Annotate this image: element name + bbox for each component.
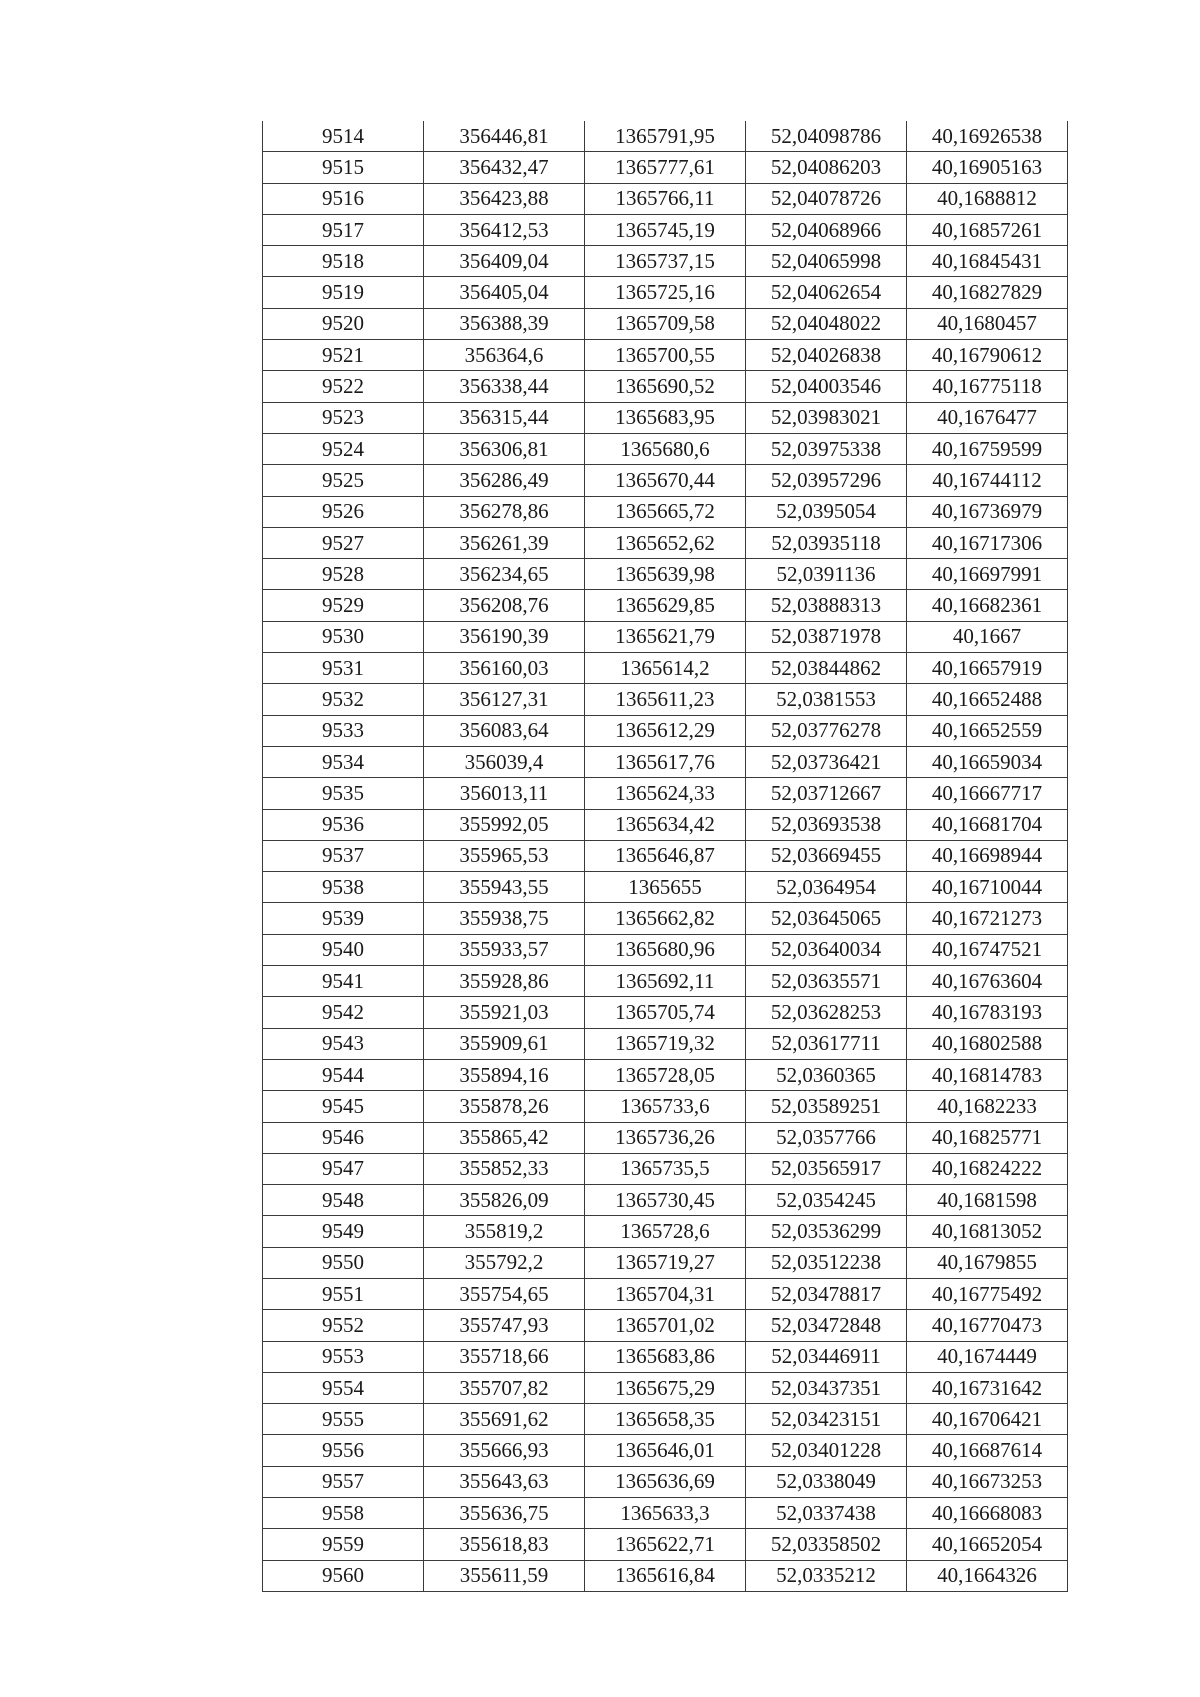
x-coordinate-cell: 355747,93 <box>424 1310 585 1341</box>
table-row <box>263 1372 1068 1403</box>
latitude-cell: 52,04065998 <box>746 246 907 277</box>
longitude-cell: 40,16681704 <box>907 809 1068 840</box>
point-number-cell: 9558 <box>263 1498 424 1529</box>
x-coordinate-cell: 356039,4 <box>424 746 585 777</box>
longitude-cell: 40,16824222 <box>907 1153 1068 1184</box>
longitude-cell: 40,16825771 <box>907 1122 1068 1153</box>
table-row <box>263 1278 1068 1309</box>
latitude-cell: 52,03983021 <box>746 402 907 433</box>
x-coordinate-cell: 355718,66 <box>424 1341 585 1372</box>
x-coordinate-cell: 355636,75 <box>424 1498 585 1529</box>
longitude-cell: 40,16682361 <box>907 590 1068 621</box>
latitude-cell: 52,04078726 <box>746 183 907 214</box>
longitude-cell: 40,16783193 <box>907 997 1068 1028</box>
y-coordinate-cell: 1365675,29 <box>585 1372 746 1403</box>
latitude-cell: 52,03512238 <box>746 1247 907 1278</box>
point-number-cell: 9549 <box>263 1216 424 1247</box>
x-coordinate-cell: 356338,44 <box>424 371 585 402</box>
table-row <box>263 152 1068 183</box>
point-number-cell: 9554 <box>263 1372 424 1403</box>
x-coordinate-cell: 355943,55 <box>424 872 585 903</box>
y-coordinate-cell: 1365735,5 <box>585 1153 746 1184</box>
longitude-cell: 40,16763604 <box>907 966 1068 997</box>
point-number-cell: 9547 <box>263 1153 424 1184</box>
y-coordinate-cell: 1365690,52 <box>585 371 746 402</box>
longitude-cell: 40,16775492 <box>907 1278 1068 1309</box>
table-row <box>263 590 1068 621</box>
table-row <box>263 402 1068 433</box>
point-number-cell: 9552 <box>263 1310 424 1341</box>
longitude-cell: 40,16857261 <box>907 214 1068 245</box>
latitude-cell: 52,04098786 <box>746 121 907 152</box>
y-coordinate-cell: 1365791,95 <box>585 121 746 152</box>
x-coordinate-cell: 355618,83 <box>424 1529 585 1560</box>
latitude-cell: 52,0391136 <box>746 559 907 590</box>
latitude-cell: 52,03935118 <box>746 527 907 558</box>
latitude-cell: 52,03589251 <box>746 1091 907 1122</box>
longitude-cell: 40,16736979 <box>907 496 1068 527</box>
longitude-cell: 40,1682233 <box>907 1091 1068 1122</box>
latitude-cell: 52,03844862 <box>746 653 907 684</box>
table-row <box>263 1435 1068 1466</box>
longitude-cell: 40,16775118 <box>907 371 1068 402</box>
longitude-cell: 40,16814783 <box>907 1059 1068 1090</box>
longitude-cell: 40,16802588 <box>907 1028 1068 1059</box>
latitude-cell: 52,04026838 <box>746 340 907 371</box>
point-number-cell: 9546 <box>263 1122 424 1153</box>
table-row <box>263 1498 1068 1529</box>
x-coordinate-cell: 355992,05 <box>424 809 585 840</box>
point-number-cell: 9536 <box>263 809 424 840</box>
x-coordinate-cell: 356083,64 <box>424 715 585 746</box>
latitude-cell: 52,03565917 <box>746 1153 907 1184</box>
longitude-cell: 40,16827829 <box>907 277 1068 308</box>
x-coordinate-cell: 356306,81 <box>424 433 585 464</box>
latitude-cell: 52,03645065 <box>746 903 907 934</box>
longitude-cell: 40,16706421 <box>907 1404 1068 1435</box>
point-number-cell: 9529 <box>263 590 424 621</box>
point-number-cell: 9556 <box>263 1435 424 1466</box>
table-row <box>263 1341 1068 1372</box>
y-coordinate-cell: 1365646,01 <box>585 1435 746 1466</box>
y-coordinate-cell: 1365624,33 <box>585 778 746 809</box>
latitude-cell: 52,03446911 <box>746 1341 907 1372</box>
latitude-cell: 52,0381553 <box>746 684 907 715</box>
latitude-cell: 52,03776278 <box>746 715 907 746</box>
table-row <box>263 746 1068 777</box>
table-row <box>263 1216 1068 1247</box>
latitude-cell: 52,04003546 <box>746 371 907 402</box>
y-coordinate-cell: 1365692,11 <box>585 966 746 997</box>
latitude-cell: 52,03437351 <box>746 1372 907 1403</box>
point-number-cell: 9521 <box>263 340 424 371</box>
longitude-cell: 40,16710044 <box>907 872 1068 903</box>
y-coordinate-cell: 1365622,71 <box>585 1529 746 1560</box>
latitude-cell: 52,03669455 <box>746 840 907 871</box>
table-row <box>263 1153 1068 1184</box>
y-coordinate-cell: 1365719,32 <box>585 1028 746 1059</box>
x-coordinate-cell: 355938,75 <box>424 903 585 934</box>
latitude-cell: 52,03957296 <box>746 465 907 496</box>
x-coordinate-cell: 355894,16 <box>424 1059 585 1090</box>
point-number-cell: 9533 <box>263 715 424 746</box>
y-coordinate-cell: 1365728,05 <box>585 1059 746 1090</box>
latitude-cell: 52,0335212 <box>746 1560 907 1591</box>
longitude-cell: 40,16731642 <box>907 1372 1068 1403</box>
latitude-cell: 52,03628253 <box>746 997 907 1028</box>
point-number-cell: 9538 <box>263 872 424 903</box>
latitude-cell: 52,04068966 <box>746 214 907 245</box>
y-coordinate-cell: 1365616,84 <box>585 1560 746 1591</box>
coordinates-table <box>262 121 1068 1592</box>
latitude-cell: 52,03401228 <box>746 1435 907 1466</box>
y-coordinate-cell: 1365725,16 <box>585 277 746 308</box>
table-row <box>263 684 1068 715</box>
table-row <box>263 966 1068 997</box>
table-row <box>263 840 1068 871</box>
longitude-cell: 40,16721273 <box>907 903 1068 934</box>
x-coordinate-cell: 355921,03 <box>424 997 585 1028</box>
x-coordinate-cell: 355666,93 <box>424 1435 585 1466</box>
point-number-cell: 9541 <box>263 966 424 997</box>
latitude-cell: 52,0337438 <box>746 1498 907 1529</box>
y-coordinate-cell: 1365719,27 <box>585 1247 746 1278</box>
longitude-cell: 40,1674449 <box>907 1341 1068 1372</box>
point-number-cell: 9550 <box>263 1247 424 1278</box>
latitude-cell: 52,03736421 <box>746 746 907 777</box>
longitude-cell: 40,16747521 <box>907 934 1068 965</box>
x-coordinate-cell: 356409,04 <box>424 246 585 277</box>
latitude-cell: 52,03693538 <box>746 809 907 840</box>
x-coordinate-cell: 355691,62 <box>424 1404 585 1435</box>
table-row <box>263 1091 1068 1122</box>
y-coordinate-cell: 1365701,02 <box>585 1310 746 1341</box>
x-coordinate-cell: 356388,39 <box>424 308 585 339</box>
longitude-cell: 40,16687614 <box>907 1435 1068 1466</box>
x-coordinate-cell: 355909,61 <box>424 1028 585 1059</box>
table-row <box>263 715 1068 746</box>
x-coordinate-cell: 356446,81 <box>424 121 585 152</box>
x-coordinate-cell: 356423,88 <box>424 183 585 214</box>
x-coordinate-cell: 355933,57 <box>424 934 585 965</box>
y-coordinate-cell: 1365730,45 <box>585 1185 746 1216</box>
y-coordinate-cell: 1365636,69 <box>585 1466 746 1497</box>
longitude-cell: 40,16905163 <box>907 152 1068 183</box>
x-coordinate-cell: 356278,86 <box>424 496 585 527</box>
point-number-cell: 9523 <box>263 402 424 433</box>
point-number-cell: 9531 <box>263 653 424 684</box>
latitude-cell: 52,0357766 <box>746 1122 907 1153</box>
longitude-cell: 40,1679855 <box>907 1247 1068 1278</box>
point-number-cell: 9516 <box>263 183 424 214</box>
table-row <box>263 872 1068 903</box>
x-coordinate-cell: 355819,2 <box>424 1216 585 1247</box>
table-row <box>263 778 1068 809</box>
y-coordinate-cell: 1365736,26 <box>585 1122 746 1153</box>
point-number-cell: 9559 <box>263 1529 424 1560</box>
point-number-cell: 9520 <box>263 308 424 339</box>
x-coordinate-cell: 356127,31 <box>424 684 585 715</box>
point-number-cell: 9518 <box>263 246 424 277</box>
longitude-cell: 40,16697991 <box>907 559 1068 590</box>
point-number-cell: 9535 <box>263 778 424 809</box>
table-row <box>263 183 1068 214</box>
point-number-cell: 9528 <box>263 559 424 590</box>
longitude-cell: 40,16845431 <box>907 246 1068 277</box>
point-number-cell: 9542 <box>263 997 424 1028</box>
y-coordinate-cell: 1365655 <box>585 872 746 903</box>
y-coordinate-cell: 1365665,72 <box>585 496 746 527</box>
longitude-cell: 40,1667 <box>907 621 1068 652</box>
y-coordinate-cell: 1365617,76 <box>585 746 746 777</box>
x-coordinate-cell: 355707,82 <box>424 1372 585 1403</box>
y-coordinate-cell: 1365621,79 <box>585 621 746 652</box>
table-row <box>263 1059 1068 1090</box>
point-number-cell: 9522 <box>263 371 424 402</box>
table-row <box>263 1028 1068 1059</box>
x-coordinate-cell: 356190,39 <box>424 621 585 652</box>
point-number-cell: 9545 <box>263 1091 424 1122</box>
table-row <box>263 1404 1068 1435</box>
y-coordinate-cell: 1365777,61 <box>585 152 746 183</box>
table-row <box>263 1310 1068 1341</box>
x-coordinate-cell: 356364,6 <box>424 340 585 371</box>
y-coordinate-cell: 1365683,86 <box>585 1341 746 1372</box>
longitude-cell: 40,16790612 <box>907 340 1068 371</box>
x-coordinate-cell: 356160,03 <box>424 653 585 684</box>
longitude-cell: 40,16673253 <box>907 1466 1068 1497</box>
latitude-cell: 52,03871978 <box>746 621 907 652</box>
y-coordinate-cell: 1365633,3 <box>585 1498 746 1529</box>
table-row <box>263 121 1068 152</box>
table-row <box>263 246 1068 277</box>
y-coordinate-cell: 1365704,31 <box>585 1278 746 1309</box>
latitude-cell: 52,03358502 <box>746 1529 907 1560</box>
x-coordinate-cell: 355611,59 <box>424 1560 585 1591</box>
y-coordinate-cell: 1365612,29 <box>585 715 746 746</box>
point-number-cell: 9551 <box>263 1278 424 1309</box>
latitude-cell: 52,0364954 <box>746 872 907 903</box>
y-coordinate-cell: 1365639,98 <box>585 559 746 590</box>
point-number-cell: 9548 <box>263 1185 424 1216</box>
longitude-cell: 40,1680457 <box>907 308 1068 339</box>
latitude-cell: 52,03478817 <box>746 1278 907 1309</box>
longitude-cell: 40,16717306 <box>907 527 1068 558</box>
latitude-cell: 52,03536299 <box>746 1216 907 1247</box>
point-number-cell: 9544 <box>263 1059 424 1090</box>
y-coordinate-cell: 1365680,6 <box>585 433 746 464</box>
latitude-cell: 52,03888313 <box>746 590 907 621</box>
x-coordinate-cell: 355878,26 <box>424 1091 585 1122</box>
longitude-cell: 40,16813052 <box>907 1216 1068 1247</box>
table-row <box>263 340 1068 371</box>
table-row <box>263 527 1068 558</box>
y-coordinate-cell: 1365705,74 <box>585 997 746 1028</box>
latitude-cell: 52,03975338 <box>746 433 907 464</box>
y-coordinate-cell: 1365614,2 <box>585 653 746 684</box>
longitude-cell: 40,16652488 <box>907 684 1068 715</box>
longitude-cell: 40,16652559 <box>907 715 1068 746</box>
table-row <box>263 371 1068 402</box>
longitude-cell: 40,16698944 <box>907 840 1068 871</box>
longitude-cell: 40,1681598 <box>907 1185 1068 1216</box>
point-number-cell: 9539 <box>263 903 424 934</box>
x-coordinate-cell: 356234,65 <box>424 559 585 590</box>
y-coordinate-cell: 1365634,42 <box>585 809 746 840</box>
point-number-cell: 9555 <box>263 1404 424 1435</box>
table-row <box>263 1529 1068 1560</box>
longitude-cell: 40,1676477 <box>907 402 1068 433</box>
x-coordinate-cell: 355965,53 <box>424 840 585 871</box>
longitude-cell: 40,16744112 <box>907 465 1068 496</box>
table-row <box>263 997 1068 1028</box>
latitude-cell: 52,0354245 <box>746 1185 907 1216</box>
latitude-cell: 52,03472848 <box>746 1310 907 1341</box>
y-coordinate-cell: 1365646,87 <box>585 840 746 871</box>
x-coordinate-cell: 356432,47 <box>424 152 585 183</box>
latitude-cell: 52,03635571 <box>746 966 907 997</box>
x-coordinate-cell: 355852,33 <box>424 1153 585 1184</box>
y-coordinate-cell: 1365683,95 <box>585 402 746 433</box>
table-row <box>263 1560 1068 1591</box>
point-number-cell: 9553 <box>263 1341 424 1372</box>
point-number-cell: 9527 <box>263 527 424 558</box>
table-row <box>263 433 1068 464</box>
latitude-cell: 52,03712667 <box>746 778 907 809</box>
longitude-cell: 40,16667717 <box>907 778 1068 809</box>
table-row <box>263 1185 1068 1216</box>
latitude-cell: 52,04086203 <box>746 152 907 183</box>
latitude-cell: 52,04062654 <box>746 277 907 308</box>
latitude-cell: 52,03617711 <box>746 1028 907 1059</box>
point-number-cell: 9526 <box>263 496 424 527</box>
point-number-cell: 9525 <box>263 465 424 496</box>
x-coordinate-cell: 356405,04 <box>424 277 585 308</box>
longitude-cell: 40,1688812 <box>907 183 1068 214</box>
y-coordinate-cell: 1365658,35 <box>585 1404 746 1435</box>
longitude-cell: 40,16770473 <box>907 1310 1068 1341</box>
latitude-cell: 52,0395054 <box>746 496 907 527</box>
y-coordinate-cell: 1365680,96 <box>585 934 746 965</box>
table-row <box>263 903 1068 934</box>
table-row <box>263 496 1068 527</box>
table-row <box>263 1466 1068 1497</box>
y-coordinate-cell: 1365733,6 <box>585 1091 746 1122</box>
x-coordinate-cell: 355826,09 <box>424 1185 585 1216</box>
x-coordinate-cell: 356286,49 <box>424 465 585 496</box>
point-number-cell: 9514 <box>263 121 424 152</box>
latitude-cell: 52,04048022 <box>746 308 907 339</box>
latitude-cell: 52,0338049 <box>746 1466 907 1497</box>
longitude-cell: 40,16657919 <box>907 653 1068 684</box>
point-number-cell: 9524 <box>263 433 424 464</box>
y-coordinate-cell: 1365745,19 <box>585 214 746 245</box>
point-number-cell: 9517 <box>263 214 424 245</box>
latitude-cell: 52,03640034 <box>746 934 907 965</box>
point-number-cell: 9557 <box>263 1466 424 1497</box>
table-row <box>263 559 1068 590</box>
y-coordinate-cell: 1365670,44 <box>585 465 746 496</box>
x-coordinate-cell: 356412,53 <box>424 214 585 245</box>
y-coordinate-cell: 1365728,6 <box>585 1216 746 1247</box>
x-coordinate-cell: 356208,76 <box>424 590 585 621</box>
table-row <box>263 308 1068 339</box>
longitude-cell: 40,16652054 <box>907 1529 1068 1560</box>
table-row <box>263 465 1068 496</box>
y-coordinate-cell: 1365662,82 <box>585 903 746 934</box>
point-number-cell: 9534 <box>263 746 424 777</box>
longitude-cell: 40,16759599 <box>907 433 1068 464</box>
table-row <box>263 621 1068 652</box>
x-coordinate-cell: 355928,86 <box>424 966 585 997</box>
coordinates-table-body <box>263 121 1068 1591</box>
table-row <box>263 1247 1068 1278</box>
longitude-cell: 40,16659034 <box>907 746 1068 777</box>
point-number-cell: 9519 <box>263 277 424 308</box>
table-row <box>263 214 1068 245</box>
point-number-cell: 9543 <box>263 1028 424 1059</box>
table-row <box>263 653 1068 684</box>
x-coordinate-cell: 355792,2 <box>424 1247 585 1278</box>
point-number-cell: 9560 <box>263 1560 424 1591</box>
table-row <box>263 277 1068 308</box>
x-coordinate-cell: 355865,42 <box>424 1122 585 1153</box>
table-row <box>263 809 1068 840</box>
x-coordinate-cell: 355643,63 <box>424 1466 585 1497</box>
point-number-cell: 9532 <box>263 684 424 715</box>
y-coordinate-cell: 1365629,85 <box>585 590 746 621</box>
table-row <box>263 934 1068 965</box>
table-row <box>263 1122 1068 1153</box>
y-coordinate-cell: 1365700,55 <box>585 340 746 371</box>
latitude-cell: 52,03423151 <box>746 1404 907 1435</box>
x-coordinate-cell: 356013,11 <box>424 778 585 809</box>
longitude-cell: 40,16926538 <box>907 121 1068 152</box>
x-coordinate-cell: 356315,44 <box>424 402 585 433</box>
point-number-cell: 9537 <box>263 840 424 871</box>
y-coordinate-cell: 1365766,11 <box>585 183 746 214</box>
y-coordinate-cell: 1365652,62 <box>585 527 746 558</box>
longitude-cell: 40,16668083 <box>907 1498 1068 1529</box>
longitude-cell: 40,1664326 <box>907 1560 1068 1591</box>
point-number-cell: 9530 <box>263 621 424 652</box>
y-coordinate-cell: 1365611,23 <box>585 684 746 715</box>
y-coordinate-cell: 1365709,58 <box>585 308 746 339</box>
x-coordinate-cell: 355754,65 <box>424 1278 585 1309</box>
latitude-cell: 52,0360365 <box>746 1059 907 1090</box>
x-coordinate-cell: 356261,39 <box>424 527 585 558</box>
point-number-cell: 9515 <box>263 152 424 183</box>
y-coordinate-cell: 1365737,15 <box>585 246 746 277</box>
point-number-cell: 9540 <box>263 934 424 965</box>
